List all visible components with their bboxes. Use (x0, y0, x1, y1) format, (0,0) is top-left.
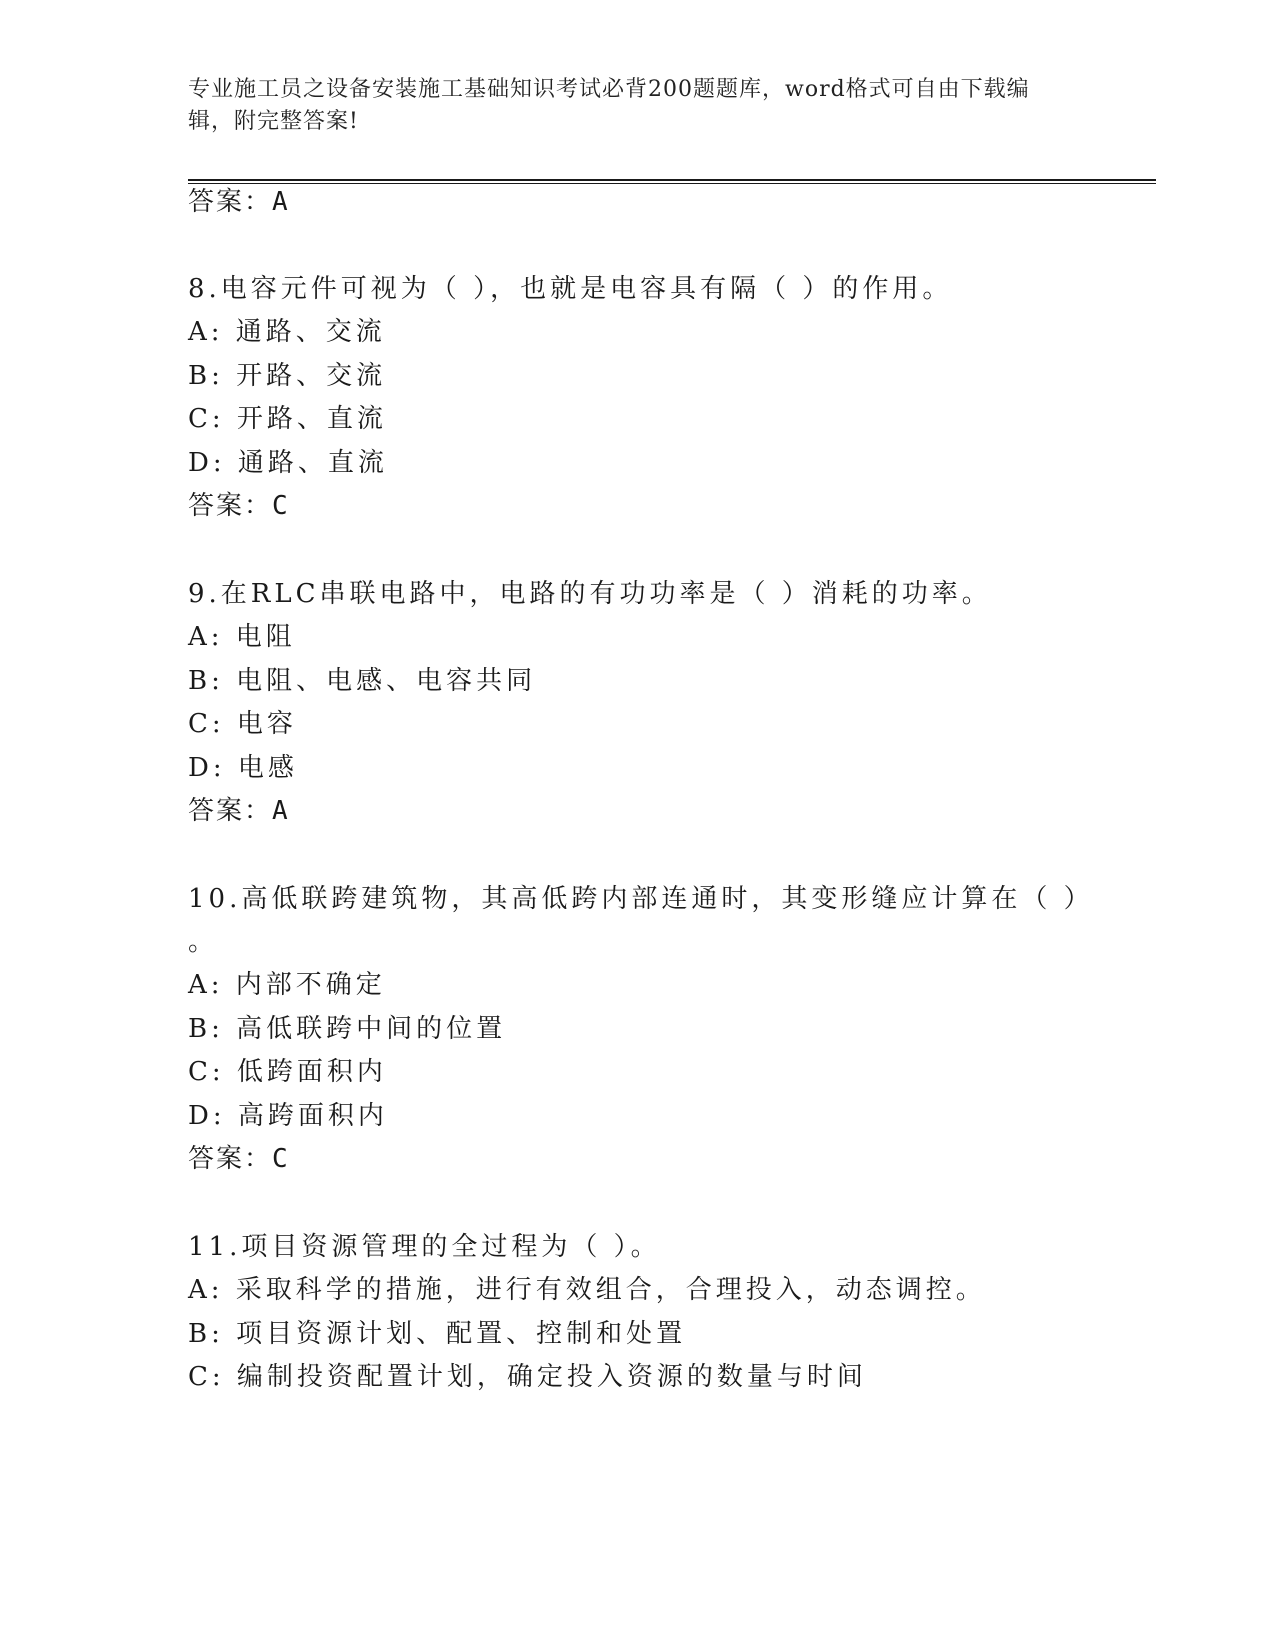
question-stem: 8.电容元件可视为（ ），也就是电容具有隔（ ）的作用。 (188, 274, 953, 304)
option-d: D: 高跨面积内 (188, 1101, 388, 1131)
option-a: A: 内部不确定 (188, 970, 386, 1000)
option-b: B: 电阻、电感、电容共同 (188, 666, 537, 696)
answer-value: C (272, 491, 290, 521)
option-c: C: 开路、直流 (188, 404, 387, 434)
option-b: B: 高低联跨中间的位置 (188, 1014, 507, 1044)
answer-value: A (272, 187, 290, 217)
option-c: C: 电容 (188, 709, 297, 739)
question-stem-continuation: 。 (188, 927, 219, 957)
option-b: B: 开路、交流 (188, 361, 387, 391)
answer-label: 答案： (188, 796, 273, 826)
answer-value: A (272, 796, 290, 826)
question-stem: 11.项目资源管理的全过程为（ ）。 (188, 1232, 661, 1262)
option-a: A: 通路、交流 (188, 317, 386, 347)
option-a: A: 采取科学的措施，进行有效组合，合理投入，动态调控。 (188, 1275, 986, 1305)
answer-line (188, 795, 290, 827)
option-a: A: 电阻 (188, 622, 296, 652)
document-header-title: 专业施工员之设备安装施工基础知识考试必背200题题库，word格式可自由下载编辑，附完整答案! (188, 77, 1030, 134)
answer-label: 答案： (188, 491, 273, 521)
answer-line (188, 186, 290, 218)
answer-line (188, 1143, 290, 1175)
question-stem: 9.在RLC串联电路中，电路的有功功率是（ ）消耗的功率。 (188, 579, 992, 609)
answer-line (188, 490, 290, 522)
answer-value: C (272, 1144, 290, 1174)
answer-label: 答案： (188, 1144, 273, 1174)
option-d: D: 电感 (188, 753, 298, 783)
answer-label: 答案： (188, 187, 273, 217)
option-c: C: 编制投资配置计划，确定投入资源的数量与时间 (188, 1362, 867, 1392)
option-c: C: 低跨面积内 (188, 1057, 387, 1087)
header-divider (188, 179, 1156, 184)
option-b: B: 项目资源计划、配置、控制和处置 (188, 1319, 687, 1349)
question-stem: 10.高低联跨建筑物，其高低跨内部连通时，其变形缝应计算在（ ） (188, 884, 1094, 914)
option-d: D: 通路、直流 (188, 448, 388, 478)
